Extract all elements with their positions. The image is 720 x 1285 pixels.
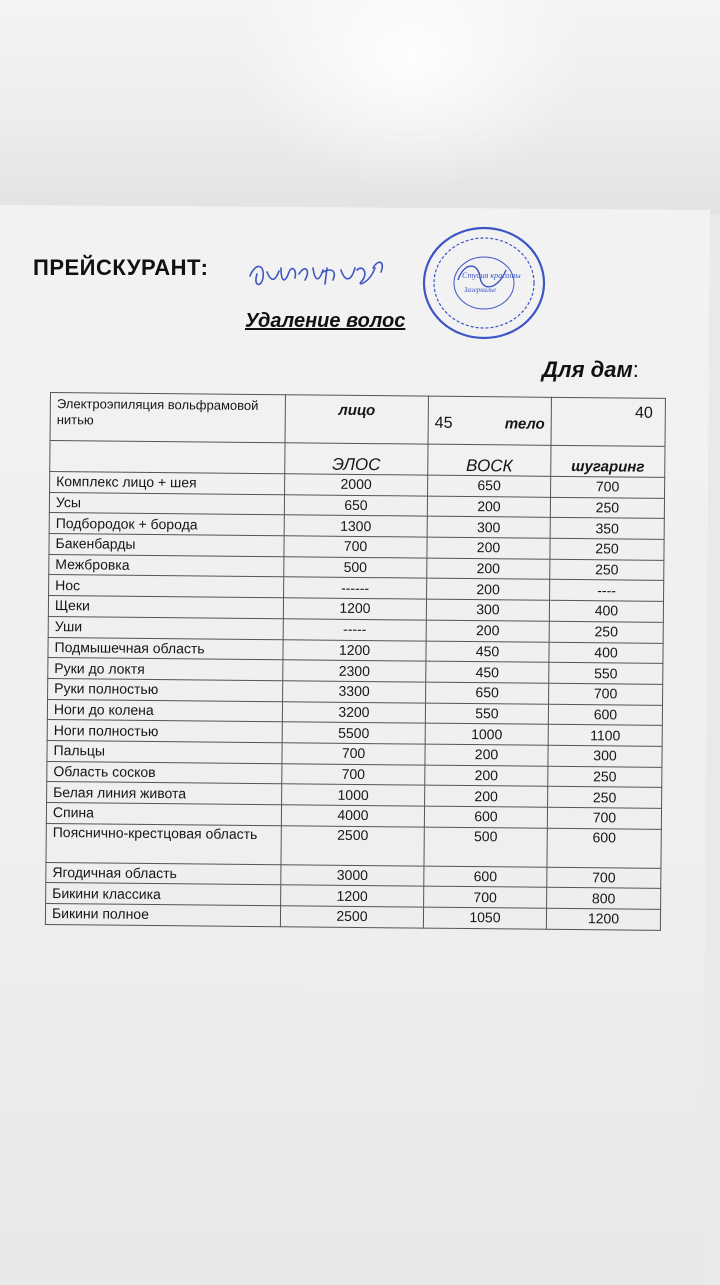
service-name: Бакенбарды [49,534,284,557]
service-name: Пальцы [47,740,282,763]
service-name: Бикини классика [46,883,281,906]
face-price: 45 [434,414,453,432]
price-sugaring: 1100 [548,725,662,747]
thread-epilation-label: Электроэпиляция вольфрамовой нитью [50,393,285,443]
price-sugaring: 700 [551,476,665,498]
price-elos: 2000 [285,474,428,496]
service-name: Уши [48,616,283,639]
svg-text:директор: директор [255,295,264,297]
price-wax: 200 [427,537,550,559]
method-elos: ЭЛОС [285,443,428,475]
price-wax: 200 [427,579,550,601]
face-price-cell [428,396,551,445]
price-wax: 200 [425,785,548,807]
method-header-blank [50,441,285,474]
table-row [46,823,661,868]
price-elos: 2500 [281,825,424,865]
price-sugaring: 250 [549,621,663,643]
price-elos: 4000 [281,805,424,827]
price-sugaring: 600 [548,704,662,726]
service-name: Спина [46,802,281,825]
price-sugaring: ---- [550,580,664,602]
price-wax: 700 [424,886,547,908]
price-elos: 3300 [283,681,426,703]
plastic-sleeve-glare [0,0,720,215]
service-name: Комплекс лицо + шея [50,472,285,495]
price-elos: 700 [282,743,425,765]
for-ladies-colon: : [632,357,639,382]
price-elos: 1300 [284,515,427,537]
price-wax: 300 [426,599,549,621]
document-title: ПРЕЙСКУРАНТ: [33,255,209,280]
thread-epilation-row [50,393,665,447]
price-sugaring: 350 [550,518,664,540]
price-sugaring: 600 [547,828,661,868]
method-sugaring: шугаринг [551,445,665,477]
service-name: Руки до локтя [48,658,283,681]
price-wax: 450 [426,661,549,683]
price-sugaring: 800 [547,888,661,910]
price-elos: 700 [282,763,425,785]
price-wax: 300 [427,517,550,539]
price-wax: 200 [426,620,549,642]
service-name: Усы [49,492,284,515]
price-table [45,392,666,931]
service-name: Руки полностью [48,678,283,701]
price-elos: 3000 [281,864,424,886]
price-sugaring: 400 [549,642,663,664]
price-elos: 1200 [281,885,424,907]
service-name: Подбородок + борода [49,513,284,536]
price-rows [45,472,664,931]
price-wax: 1050 [423,907,546,929]
price-sugaring: 250 [548,766,662,788]
price-sugaring: 400 [549,600,663,622]
price-sugaring: 700 [549,683,663,705]
service-name: Бикини полное [45,904,280,927]
price-wax: 550 [425,703,548,725]
price-wax: 650 [426,682,549,704]
body-price: 40 [551,397,665,446]
service-name: Ягодичная область [46,862,281,885]
price-wax: 600 [424,866,547,888]
price-elos: 650 [284,494,427,516]
price-wax: 650 [428,475,551,497]
svg-text:Студия красоты: Студия красоты [462,271,521,280]
price-wax: 200 [427,558,550,580]
price-wax: 200 [425,744,548,766]
service-name: Ноги полностью [47,720,282,743]
price-elos: 3200 [282,701,425,723]
stamp-seal [418,222,550,344]
price-wax: 200 [427,496,550,518]
price-sugaring: 250 [550,538,664,560]
price-elos: 1000 [282,784,425,806]
svg-text:Зазеркалье: Зазеркалье [464,286,497,294]
service-name: Щеки [48,596,283,619]
price-sugaring: 700 [547,867,661,889]
price-elos: 1200 [283,639,426,661]
price-wax: 600 [424,806,547,828]
price-sugaring: 250 [548,787,662,809]
price-wax: 500 [424,827,547,867]
service-name: Ноги до колена [47,699,282,722]
price-elos: 1200 [283,598,426,620]
price-elos: 2500 [280,906,423,928]
price-elos: 2300 [283,660,426,682]
price-elos: 700 [284,536,427,558]
price-sugaring: 250 [550,497,664,519]
body-label: тело [504,415,545,433]
method-wax: ВОСК [428,444,551,476]
price-sugaring: 700 [547,807,661,829]
price-wax: 1000 [425,723,548,745]
price-sugaring: 1200 [546,908,660,930]
price-sugaring: 550 [549,662,663,684]
service-name: Белая линия живота [47,782,282,805]
for-ladies-text: Для дам [542,357,633,382]
price-wax: 450 [426,641,549,663]
service-name: Нос [49,575,284,598]
price-elos: ----- [283,619,426,641]
price-sugaring: 250 [550,559,664,581]
price-elos: 500 [284,557,427,579]
for-ladies-label [542,357,639,383]
service-name: Подмышечная область [48,637,283,660]
price-elos: 5500 [282,722,425,744]
section-subtitle: Удаление волос [245,310,406,332]
price-wax: 200 [425,765,548,787]
service-name: Межбровка [49,554,284,577]
face-label: лицо [285,395,428,444]
price-sugaring: 300 [548,745,662,767]
service-name: Пояснично-крестцовая область [46,823,281,864]
price-elos: ------ [284,577,427,599]
service-name: Область сосков [47,761,282,784]
director-signature [245,238,415,298]
